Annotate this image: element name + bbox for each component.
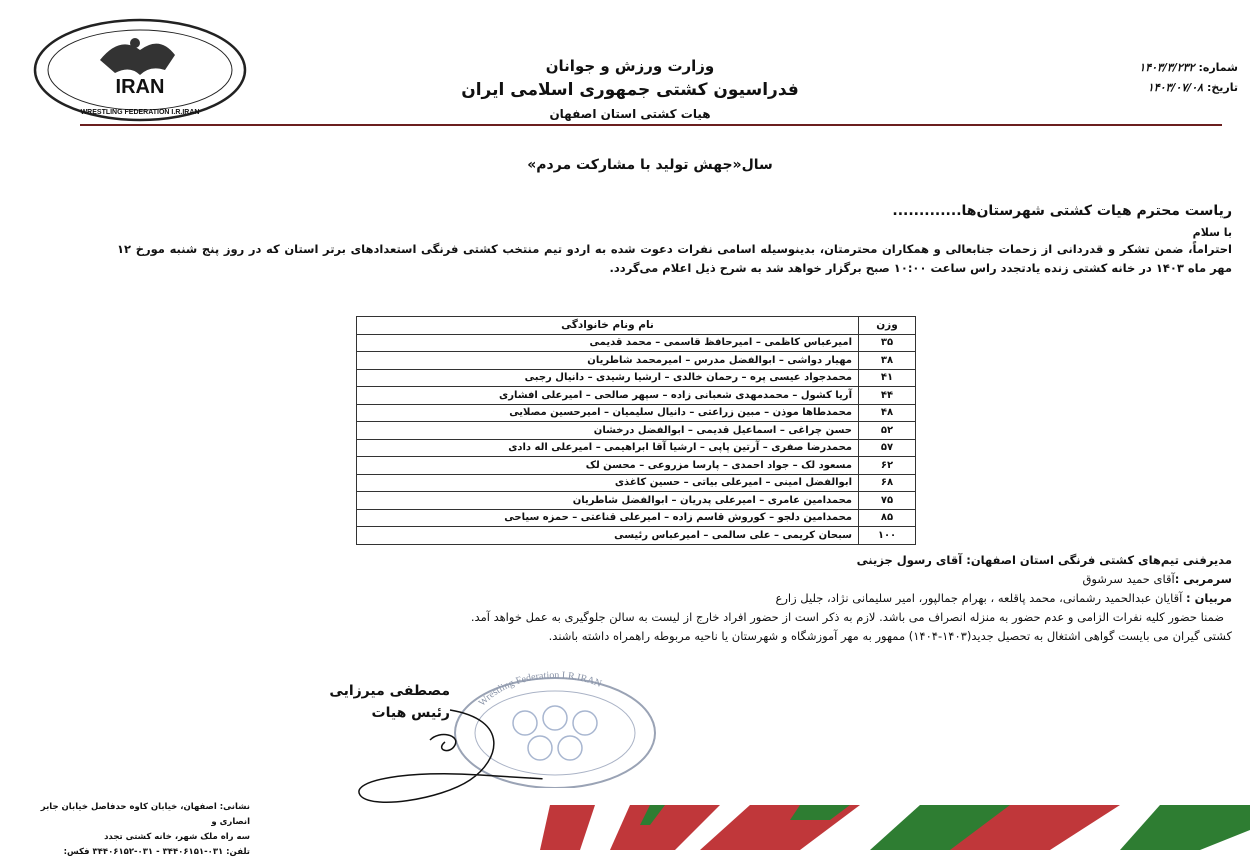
head-coach-value: آقای حمید سرشوق <box>1082 572 1175 586</box>
number-value: ۱۴۰۳/۳/۲۳۲ <box>1139 61 1195 74</box>
coaches-label: مربیان : <box>1185 591 1232 605</box>
table-row <box>357 387 916 405</box>
names-cell: مهیار دواشی – ابوالفضل مدرس – امیرمحمد شاطریان <box>357 352 859 370</box>
number-label: شماره: <box>1198 61 1238 74</box>
seal-text: Wrestling Federation I.R.IRAN <box>476 669 604 709</box>
attendance-note: ضمنا حضور کلیه نفرات الزامی و عدم حضور به منزله انصراف می باشد. لازم به ذکر است از حضور افراد خارج از لیست به سالن جلوگیری به عمل خواهد آمد. <box>470 610 1224 624</box>
table-row <box>357 474 916 492</box>
names-cell: امیرعباس کاظمی – امیرحافظ قاسمی – محمد قدیمی <box>357 334 859 352</box>
names-cell: ابوالفضل امینی – امیرعلی بیاتی – حسین کاغذی <box>357 474 859 492</box>
names-cell: محمدرضا صفری – آرتین پاپی – ارشیا آقا ابراهیمی – امیرعلی اله دادی <box>357 439 859 457</box>
coaches-line <box>52 589 1232 608</box>
wrestlers-table <box>356 316 916 545</box>
names-cell: حسن چراغی – اسماعیل قدیمی – ابوالفضل درخشان <box>357 422 859 440</box>
letter-meta <box>1038 58 1238 98</box>
footer-phone: تلفن: ۰۳۱-۳۴۴۰۶۱۵۱ - ۰۳۱-۳۴۴۰۶۱۵۲ فکس: <box>63 847 250 857</box>
signatory <box>290 680 450 724</box>
weight-cell: ۸۵ <box>859 509 916 527</box>
names-cell: مسعود لک – جواد احمدی – پارسا مزروعی – محسن لک <box>357 457 859 475</box>
staff-section <box>52 551 1232 646</box>
weight-cell: ۳۸ <box>859 352 916 370</box>
weight-cell: ۴۱ <box>859 369 916 387</box>
date-label: تاریخ: <box>1206 81 1238 94</box>
names-cell: محمدامین عامری – امیرعلی پدریان – ابوالفضل شاطریان <box>357 492 859 510</box>
names-cell: محمدجواد عیسی پره – رحمان خالدی – ارشیا رشیدی – دانیال رجبی <box>357 369 859 387</box>
names-cell: آریا کشول – محمدمهدی شعبانی زاده – سپهر صالحی – امیرعلی افشاری <box>357 387 859 405</box>
letter-body: احتراماً، ضمن تشکر و قدردانی از زحمات جنابعالی و همکاران محترمتان، بدینوسیله اسامی نفرات دعوت شده به اردو تیم منتخب کشتی فرنگی استعدادهای برتر استان که در روز پنج شنبه مورخ ۱۲ مهر ماه ۱۴۰۳ در خانه کشتی زنده یادتجدد راس ساعت ۱۰:۰۰ صبح برگزار خواهد شد به شرح ذیل اعلام می‌گردد. <box>117 242 1232 275</box>
weight-cell: ۴۴ <box>859 387 916 405</box>
date-value: ۱۴۰۳/۰۷/۰۸ <box>1147 81 1204 94</box>
logo-ring-text: WRESTLING FEDERATION I.R.IRAN <box>80 109 200 116</box>
table-row <box>357 422 916 440</box>
table-row <box>357 334 916 352</box>
header-names: نام ونام خانوادگی <box>357 317 859 335</box>
year-slogan: سال«جهش تولید با مشارکت مردم» <box>527 157 773 173</box>
header-divider <box>80 124 1222 126</box>
table-row <box>357 439 916 457</box>
coaches-value: آقایان عبدالحمید رشمانی، محمد پاقلعه ، بهرام جمالپور، امیر سلیمانی نژاد، جلیل زارع <box>775 591 1186 605</box>
table-row <box>357 492 916 510</box>
table-row <box>357 404 916 422</box>
footer-contact <box>40 800 250 860</box>
weight-cell: ۵۲ <box>859 422 916 440</box>
names-cell: محمدامین دلجو – کوروش قاسم زاده – امیرعلی قناعتی – حمزه سیاحی <box>357 509 859 527</box>
weight-cell: ۷۵ <box>859 492 916 510</box>
weight-cell: ۱۰۰ <box>859 527 916 545</box>
table-header-row <box>357 317 916 335</box>
letter-date <box>1038 78 1238 98</box>
logo-text: IRAN <box>115 76 165 98</box>
technical-director-value: آقای رسول جزینی <box>856 553 967 567</box>
technical-director-line <box>52 551 1232 570</box>
letterhead <box>380 55 880 125</box>
weight-cell: ۳۵ <box>859 334 916 352</box>
weight-cell: ۵۷ <box>859 439 916 457</box>
footer-address-line-1: نشانی: اصفهان، خیابان کاوه حدفاصل خیابان جابر انصاری و <box>40 802 250 827</box>
signatory-name: مصطفی میرزایی <box>329 683 450 699</box>
head-coach-label: سرمربی : <box>1174 572 1232 586</box>
table-row <box>357 509 916 527</box>
header-weight: وزن <box>859 317 916 335</box>
board-name: هیات کشتی استان اصفهان <box>549 107 711 121</box>
addressee: ریاست محترم هیات کشتی شهرستان‌ها............. <box>892 203 1232 219</box>
ministry-name: وزارت ورزش و جوانان <box>545 57 715 75</box>
weight-cell: ۶۸ <box>859 474 916 492</box>
table-row <box>357 457 916 475</box>
table-row <box>357 527 916 545</box>
letter-number <box>1038 58 1238 78</box>
greeting: با سلام <box>1192 226 1232 239</box>
federation-name: فدراسیون کشتی جمهوری اسلامی ایران <box>461 80 799 100</box>
table-row <box>357 352 916 370</box>
certificate-note: کشتی گیران می بایست گواهی اشتغال به تحصیل جدید(۱۴۰۳-۱۴۰۴) ممهور به مهر آموزشگاه و شهرستان یا ناحیه مربوطه راهمراه داشته باشند. <box>548 629 1232 643</box>
names-cell: محمدطاها موذن – مبین زراعتی – دانیال سلیمیان – امیرحسین مصلایی <box>357 404 859 422</box>
wrestling-federation-logo <box>30 15 250 125</box>
table-row <box>357 369 916 387</box>
footer-address-line-2: سه راه ملک شهر، خانه کشتی تجدد <box>104 832 250 842</box>
technical-director-label: مدیرفنی تیم‌های کشتی فرنگی استان اصفهان: <box>966 553 1232 567</box>
head-coach-line <box>52 570 1232 589</box>
decorative-flag-stripes <box>500 805 1250 850</box>
names-cell: سبحان کریمی – علی سالمی – امیرعباس رئیسی <box>357 527 859 545</box>
weight-cell: ۴۸ <box>859 404 916 422</box>
weight-cell: ۶۲ <box>859 457 916 475</box>
signatory-title: رئیس هیات <box>371 705 450 721</box>
